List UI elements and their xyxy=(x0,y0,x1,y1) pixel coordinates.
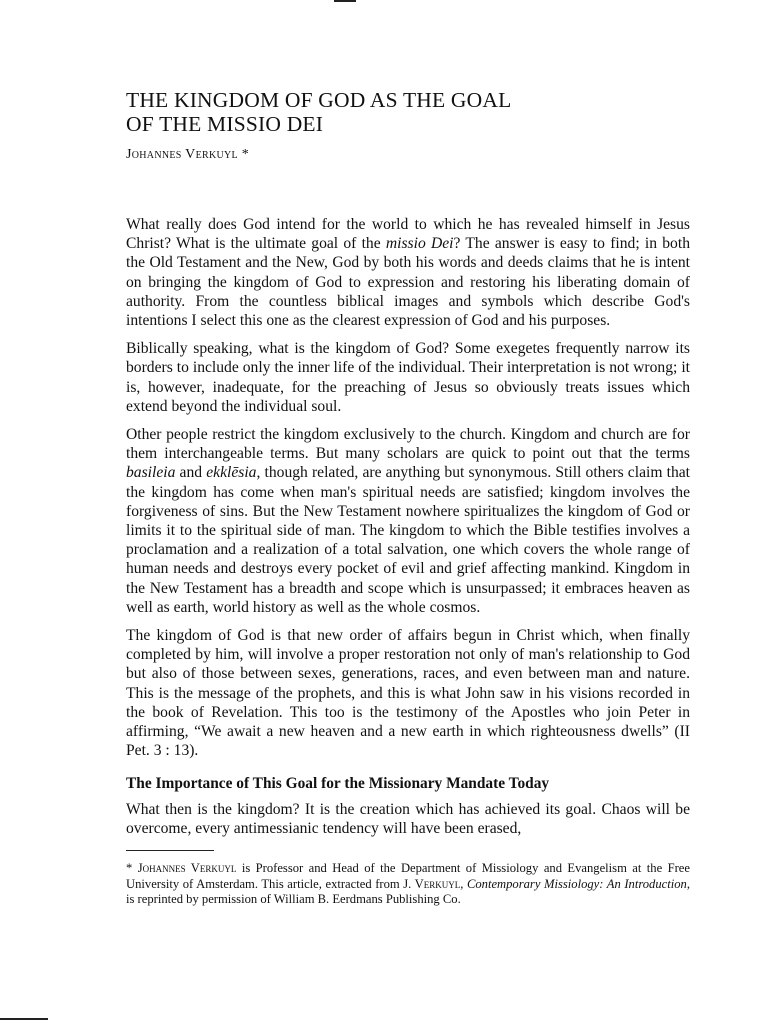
title-line-2: OF THE MISSIO DEI xyxy=(126,112,324,136)
page-top-mark xyxy=(334,0,356,2)
footnote-marker: * xyxy=(126,861,138,876)
paragraph-3-text-e: , though related, are anything but synonymous. Still others claim that the kingdom has come when man's spiritual needs are satisfied; kingdom involves the forgiveness of sins. But the New Testament nowhere spiritualizes the kingdom of God or limits it to the spiritual side of man. The kingdom to which the Bible testifies involves a proclamation and a realization of a total salvation, one which covers the whole range of human needs and destroys every pocket of evil and grief affecting mankind. Kingdom in the New Testament has a breadth and scope which is unsurpassed; it embraces heaven as well as earth, world history as well as the whole cosmos. xyxy=(126,464,690,616)
term-ekklesia: ekklēsia xyxy=(206,464,257,482)
section-heading: The Importance of This Goal for the Missionary Mandate Today xyxy=(126,775,550,793)
footnote-book-title: Contemporary Missiology: An Introduction xyxy=(466,876,687,891)
paragraph-2: Biblically speaking, what is the kingdom of God? Some exegetes frequently narrow its borders to include only the inner life of the individual. Their interpretation is not wrong; it is, however, inadequate, for the preaching of Jesus so obviously treats issues which extend beyond the individual soul. xyxy=(126,340,690,415)
footnote-text-3: , is reprinted by permission of William B. Eerdmans Publishing Co. xyxy=(126,876,690,907)
article-title xyxy=(126,88,690,136)
footnote-author-name-2: J. Verkuyl xyxy=(403,876,461,891)
article-page xyxy=(126,88,690,908)
footnote-text-2: , xyxy=(460,876,467,891)
paragraph-3-text-a: Other people restrict the kingdom exclusively to the church. Kingdom and church are for them interchangeable terms. But many scholars are quick to point out that the terms xyxy=(126,426,690,463)
paragraph-1-text-a: What really does God intend for the world to which he has revealed himself in Jesus Christ? What is the ultimate goal of the xyxy=(126,216,690,253)
paragraph-3-text-c: and xyxy=(175,464,207,482)
paragraph-3 xyxy=(126,425,690,617)
term-basileia: basileia xyxy=(126,464,176,482)
section-paragraph: What then is the kingdom? It is the creation which has achieved its goal. Chaos will be overcome, every antimessianic tendency will have been erased, xyxy=(126,800,690,837)
paragraph-4: The kingdom of God is that new order of affairs begun in Christ which, when finally completed by him, will involve a proper restoration not only of man's relationship to God but also of those between sexes, generations, races, and even between man and nature. This is the message of the prophets, and this is what John saw in his visions recorded in the book of Revelation. This too is the testimony of the Apostles who join Peter in affirming, “We await a new heaven and a new earth in which righteousness dwells” (II Pet. 3 : 13). xyxy=(126,627,690,760)
paragraph-1 xyxy=(126,215,690,330)
article-body xyxy=(126,215,690,908)
paragraph-1-text-c: ? The answer is easy to find; in both the Old Testament and the New, God by both his words and deeds claims that he is intent on bringing the kingdom of God to expression and restoring his liberating domain of authority. From the countless biblical images and symbols which describe God's intentions I select this one as the clearest expression of God and his purposes. xyxy=(126,235,690,330)
footnote-author-name: Johannes Verkuyl xyxy=(137,861,237,876)
footnote-text-1: is Professor and Head of the Department of Missiology and Evangelism at the Free University of Amsterdam. This article, extracted from xyxy=(126,861,690,891)
title-line-1: THE KINGDOM OF GOD AS THE GOAL xyxy=(126,88,512,112)
footnote-divider xyxy=(126,850,214,851)
article-author: Johannes Verkuyl * xyxy=(126,147,250,162)
footnote xyxy=(126,861,690,908)
page-bottom-mark xyxy=(0,1018,48,1020)
paragraph-1-italic: missio Dei xyxy=(385,235,454,253)
